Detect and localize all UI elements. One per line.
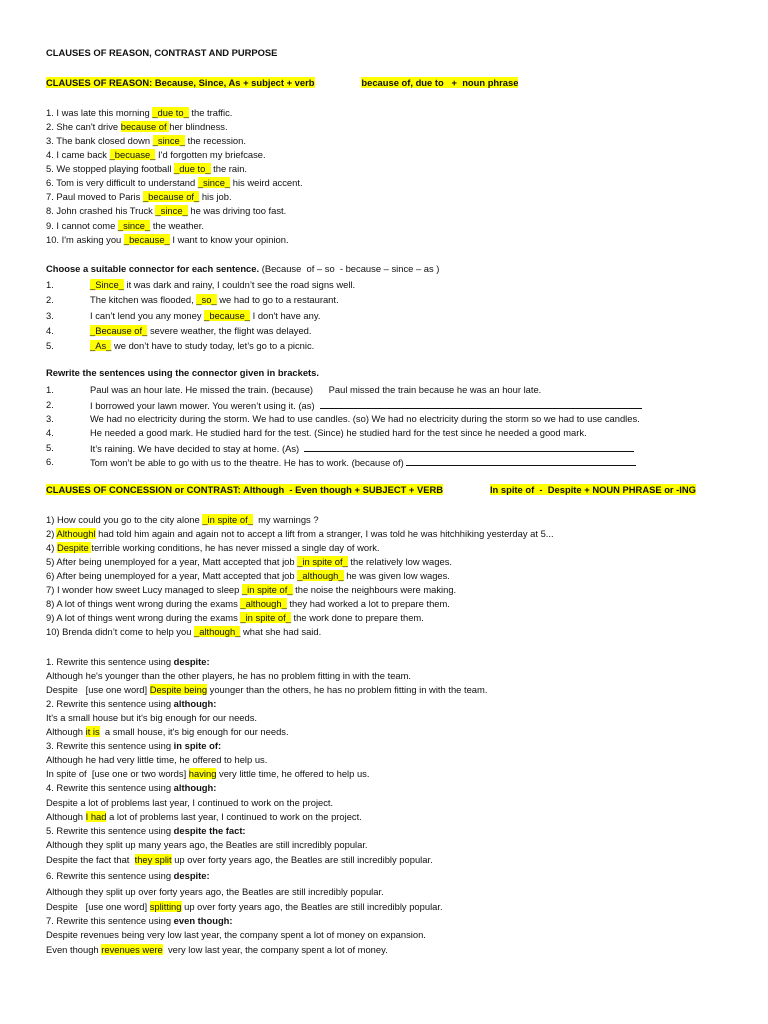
rewrite-heading: Rewrite the sentences using the connector given in brackets. [46, 367, 319, 378]
sentence-text: 10. I'm asking you [46, 234, 124, 245]
sentence-text: a lot of problems last year, I continued to work on the project. [106, 811, 362, 822]
answer-blank-line [406, 456, 636, 466]
connector-heading-bold: Choose a suitable connector for each sentence. [46, 263, 260, 274]
transform-line [46, 944, 388, 956]
connector-keyword: despite: [173, 870, 210, 881]
rewrite-sentence [90, 384, 541, 396]
sentence-text: 4. Rewrite this sentence using [46, 782, 174, 793]
transform-line [46, 740, 221, 752]
transform-line [46, 712, 257, 724]
answer-highlight: it is [85, 726, 100, 737]
answer-highlight: Despite being [149, 684, 208, 695]
transform-line [46, 901, 443, 913]
sentence-text: the relatively low wages. [347, 556, 452, 567]
answer-highlight: _in spite of_ [241, 584, 293, 595]
answer-highlight: _in spite of_ [240, 612, 291, 623]
reason-sentence [46, 107, 232, 119]
transform-line [46, 929, 426, 941]
sentence-text: Despite [use one word] [46, 684, 150, 695]
sentence-text: 5. Rewrite this sentence using [46, 825, 174, 836]
sentence-text: 1. I was late this morning [46, 107, 153, 118]
sentence-text: the weather. [150, 220, 204, 231]
sentence-text: In spite of [use one or two words] [46, 768, 189, 779]
reason-heading [46, 77, 518, 89]
answer-highlight: Despite [56, 542, 92, 553]
answer-highlight: _although_ [194, 626, 241, 637]
connector-keyword: although: [173, 782, 217, 793]
transform-line [46, 839, 368, 851]
sentence-text: my warnings ? [252, 514, 319, 525]
answer-highlight: _becuase_ [109, 149, 156, 160]
answer-highlight: _due to_ [174, 163, 211, 174]
item-number: 2. [46, 294, 54, 305]
sentence-text: the rain. [210, 163, 248, 174]
answer-highlight: _although_ [240, 598, 287, 609]
answer-highlight: _so_ [196, 294, 217, 305]
transform-line [46, 870, 210, 882]
sentence-text: 5. We stopped playing football [46, 163, 175, 174]
answer-highlight: _since_ [155, 205, 188, 216]
sentence-text: very little time, he offered to help us. [216, 768, 370, 779]
item-number: 2. [46, 399, 54, 410]
concession-sentence [46, 598, 450, 610]
sentence-text: the work done to prepare them. [290, 612, 424, 623]
answer-highlight: _since_ [152, 135, 185, 146]
reason-heading-left: CLAUSES OF REASON: Because, Since, As + subject + verb [46, 77, 315, 88]
sentence-text: It’s raining. We have decided to stay at home. (As) [90, 443, 305, 454]
transform-line [46, 670, 411, 682]
item-number: 6. [46, 456, 54, 467]
sentence-text: the noise the neighbours were making. [292, 584, 457, 595]
concession-sentence [46, 556, 452, 568]
rewrite-sentence [90, 442, 634, 455]
sentence-text: 3. The bank closed down [46, 135, 153, 146]
sentence-text: Despite [use one word] [46, 901, 150, 912]
reason-sentence [46, 234, 289, 246]
transform-line [46, 726, 289, 738]
concession-sentence [46, 570, 450, 582]
sentence-text: We had no electricity during the storm. We had to use candles. (so) We had no electricity during the storm so we had to use candles. [90, 413, 640, 424]
transform-line [46, 797, 333, 809]
answer-highlight: Althoughl [56, 528, 96, 539]
sentence-text: 9) A lot of things went wrong during the exams [46, 612, 241, 623]
connector-keyword: even though: [173, 915, 233, 926]
reason-sentence [46, 220, 204, 232]
sentence-text: I don't have any. [250, 310, 321, 321]
sentence-text: 5) After being unemployed for a year, Matt accepted that job [46, 556, 298, 567]
connector-heading-options: (Because of – so - because – since – as ) [259, 263, 440, 274]
sentence-text: he was given low wages. [343, 570, 450, 581]
sentence-text: It's a small house but it's big enough for our needs. [46, 712, 257, 723]
transform-line [46, 754, 267, 766]
sentence-text: He needed a good mark. He studied hard for the test. (Since) he studied hard for the test since he needed a good mark. [90, 427, 587, 438]
sentence-text: I want to know your opinion. [169, 234, 289, 245]
connector-keyword: despite: [173, 656, 210, 667]
sentence-text: 3. Rewrite this sentence using [46, 740, 174, 751]
connector-sentence [90, 310, 320, 322]
sentence-text: 6. Tom is very difficult to understand [46, 177, 198, 188]
item-number: 3. [46, 310, 54, 321]
answer-highlight: revenues were [101, 944, 163, 955]
answer-highlight: _because of_ [142, 191, 200, 202]
sentence-text: severe weather, the flight was delayed. [147, 325, 312, 336]
sentence-text: very low last year, the company spent a lot of money. [162, 944, 388, 955]
sentence-text: Although he's younger than the other players, he has no problem fitting in with the team. [46, 670, 412, 681]
concession-sentence [46, 626, 321, 638]
sentence-text: 4) [46, 542, 57, 553]
sentence-text: Despite the fact that [46, 854, 135, 865]
transform-line [46, 656, 210, 668]
answer-highlight: I had [85, 811, 107, 822]
page-title: CLAUSES OF REASON, CONTRAST AND PURPOSE [46, 47, 278, 58]
sentence-text: 4. I came back [46, 149, 110, 160]
concession-sentence [46, 528, 554, 540]
sentence-text: 2. She can't drive [46, 121, 121, 132]
answer-highlight: _in spite of_ [297, 556, 348, 567]
item-number: 5. [46, 340, 54, 351]
sentence-text: up over forty years ago, the Beatles are still incredibly popular. [171, 854, 433, 865]
connector-sentence [90, 325, 312, 337]
transform-line [46, 811, 362, 823]
sentence-text: 6) After being unemployed for a year, Matt accepted that job [46, 570, 298, 581]
sentence-text: 10) Brenda didn’t come to help you [46, 626, 195, 637]
sentence-text: 9. I cannot come [46, 220, 118, 231]
sentence-text: Although they split up many years ago, the Beatles are still incredibly popular. [46, 839, 368, 850]
reason-sentence [46, 163, 247, 175]
sentence-text: what she had said. [240, 626, 322, 637]
sentence-text: 1) How could you go to the city alone [46, 514, 203, 525]
sentence-text: Despite a lot of problems last year, I continued to work on the project. [46, 797, 334, 808]
reason-sentence [46, 191, 232, 203]
answer-highlight: _because_ [123, 234, 170, 245]
answer-highlight: _since_ [117, 220, 151, 231]
transform-line [46, 768, 369, 780]
item-number: 5. [46, 442, 54, 453]
sentence-text: his weird accent. [230, 177, 303, 188]
transform-line [46, 825, 246, 837]
sentence-text: Although [46, 726, 86, 737]
sentence-text: Although he had very little time, he offered to help us. [46, 754, 268, 765]
reason-heading-right: because of, due to + noun phrase [361, 77, 519, 88]
concession-sentence [46, 542, 380, 554]
sentence-text: I borrowed your lawn mower. You weren’t using it. (as) [90, 400, 320, 411]
concession-sentence [46, 612, 424, 624]
answer-highlight: having [188, 768, 217, 779]
sentence-text: 7. Rewrite this sentence using [46, 915, 174, 926]
reason-sentence [46, 177, 303, 189]
connector-heading [46, 263, 439, 275]
item-number: 3. [46, 413, 54, 424]
connector-keyword: although: [173, 698, 217, 709]
sentence-text: up over forty years ago, the Beatles are still incredibly popular. [181, 901, 443, 912]
sentence-text: we had to go to a restaurant. [216, 294, 339, 305]
answer-highlight: because of [120, 121, 170, 132]
reason-sentence [46, 135, 246, 147]
reason-sentence [46, 205, 286, 217]
transform-line [46, 854, 433, 866]
transform-line [46, 915, 233, 927]
sentence-text: Even though [46, 944, 102, 955]
sentence-text: 2. Rewrite this sentence using [46, 698, 174, 709]
item-number: 4. [46, 325, 54, 336]
answer-blank-line [304, 442, 634, 452]
sentence-text: 6. Rewrite this sentence using [46, 870, 174, 881]
transform-line [46, 684, 487, 696]
reason-sentence [46, 121, 228, 133]
sentence-text: the recession. [185, 135, 246, 146]
item-number: 4. [46, 427, 54, 438]
sentence-text: 8) A lot of things went wrong during the exams [46, 598, 241, 609]
sentence-text: his job. [199, 191, 232, 202]
connector-sentence [90, 340, 314, 352]
answer-highlight: _due to_ [152, 107, 189, 118]
sentence-text: I can’t lend you any money [90, 310, 205, 321]
item-number: 1. [46, 384, 54, 395]
concession-heading-right: In spite of - Despite + NOUN PHRASE or -ING [489, 484, 696, 495]
sentence-text: younger than the others, he has no problem fitting in with the team. [207, 684, 488, 695]
sentence-text: 8. John crashed his Truck [46, 205, 156, 216]
sentence-text: 7) I wonder how sweet Lucy managed to sleep [46, 584, 242, 595]
transform-line [46, 698, 216, 710]
sentence-text: I'd forgotten my briefcase. [155, 149, 266, 160]
concession-sentence [46, 584, 456, 596]
sentence-text: 7. Paul moved to Paris [46, 191, 143, 202]
sentence-text: 2) [46, 528, 57, 539]
concession-heading [46, 484, 696, 496]
concession-sentence [46, 514, 319, 526]
sentence-text: The kitchen was flooded, [90, 294, 197, 305]
transform-line [46, 886, 384, 898]
transform-line [46, 782, 216, 794]
sentence-text: Although [46, 811, 86, 822]
sentence-text: terrible working conditions, he has never missed a single day of work. [91, 542, 380, 553]
sentence-text: Despite revenues being very low last year, the company spent a lot of money on expansion. [46, 929, 426, 940]
sentence-text: it was dark and rainy, I couldn’t see the road signs well. [123, 279, 356, 290]
sentence-text: he was driving too fast. [187, 205, 287, 216]
rewrite-sentence [90, 427, 587, 439]
sentence-text: they had worked a lot to prepare them. [286, 598, 450, 609]
sentence-text: we don’t have to study today, let’s go to a picnic. [111, 340, 315, 351]
answer-highlight: _because_ [204, 310, 251, 321]
reason-sentence [46, 149, 266, 161]
answer-highlight: _in spite of_ [202, 514, 253, 525]
sentence-text: Tom won’t be able to go with us to the theatre. He has to work. (because of) [90, 457, 407, 468]
rewrite-sentence [90, 413, 640, 425]
answer-highlight: _although_ [297, 570, 344, 581]
rewrite-sentence [90, 399, 642, 412]
sentence-text: Although they split up over forty years ago, the Beatles are still incredibly popular. [46, 886, 384, 897]
answer-highlight: _since_ [197, 177, 231, 188]
connector-keyword: despite the fact: [173, 825, 246, 836]
concession-heading-left: CLAUSES OF CONCESSION or CONTRAST: Although - Even though + SUBJECT + VERB [46, 484, 444, 495]
answer-highlight: splitting [149, 901, 182, 912]
answer-blank-line [320, 399, 642, 409]
answer-highlight: they split [134, 854, 172, 865]
sentence-text: 1. Rewrite this sentence using [46, 656, 174, 667]
rewrite-sentence [90, 456, 636, 469]
connector-keyword: in spite of: [173, 740, 222, 751]
sentence-text: her blindness. [169, 121, 228, 132]
sentence-text: the traffic. [188, 107, 233, 118]
sentence-text: had told him again and again not to accept a lift from a stranger, I was told he was hitchhiking yesterday at 5... [95, 528, 554, 539]
answer-highlight: _Because of_ [90, 325, 148, 336]
answer-highlight: _As_ [90, 340, 112, 351]
connector-sentence [90, 279, 355, 291]
sentence-text: a small house, it's big enough for our needs. [99, 726, 289, 737]
item-number: 1. [46, 279, 54, 290]
connector-sentence [90, 294, 339, 306]
sentence-text: Paul was an hour late. He missed the train. (because) Paul missed the train because he was an hour late. [90, 384, 542, 395]
answer-highlight: _Since_ [90, 279, 124, 290]
